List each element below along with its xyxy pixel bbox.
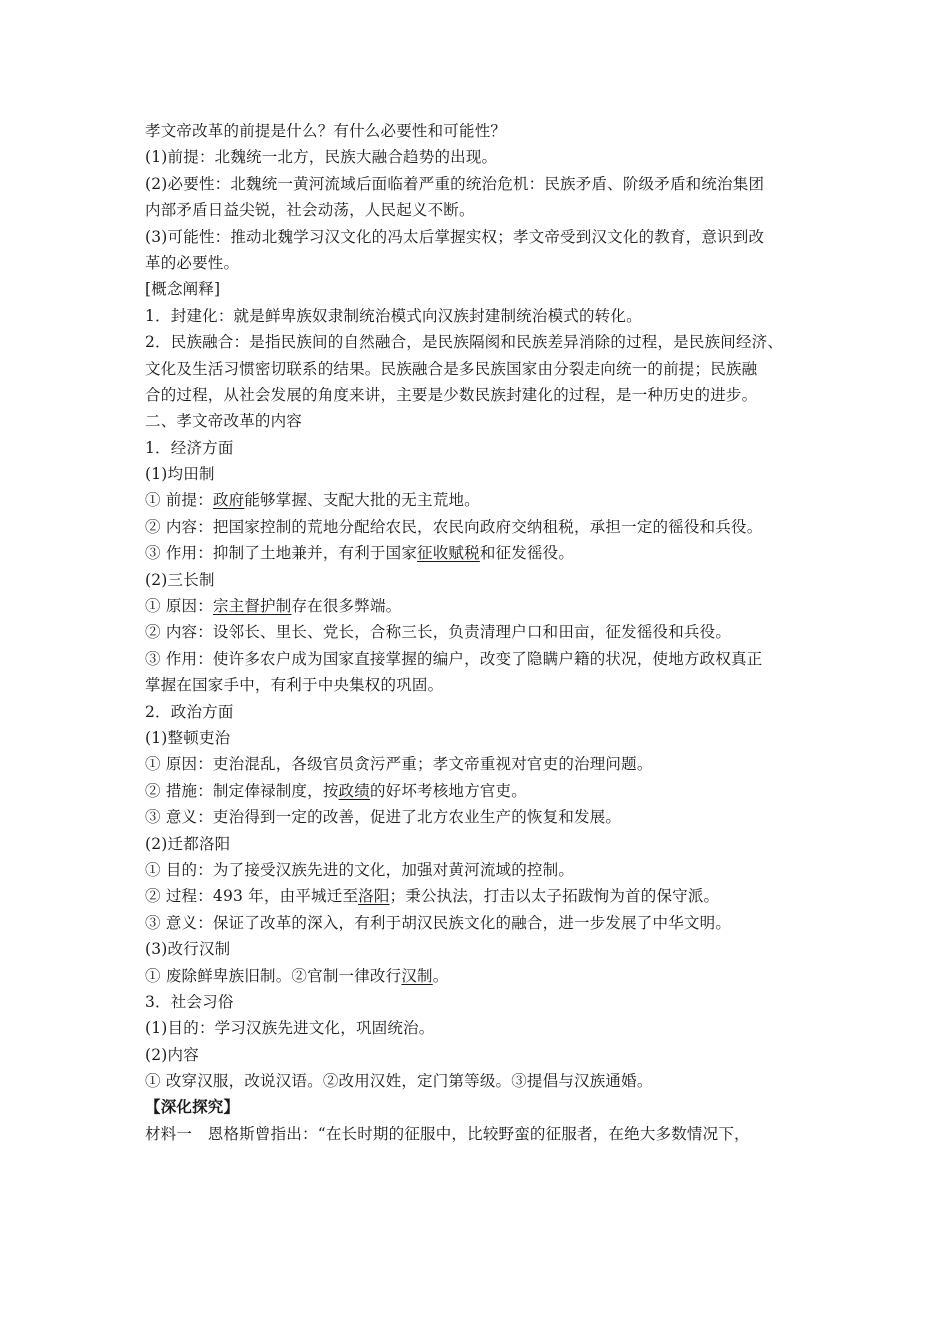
text-segment: ② 内容：把国家控制的荒地分配给农民，农民向政府交纳租税，承担一定的徭役和兵役。 — [145, 517, 763, 536]
document-body — [145, 118, 805, 1147]
text-line — [145, 514, 805, 540]
text-line — [145, 751, 805, 777]
text-segment: ① 前提： — [145, 491, 213, 510]
text-segment: 二、孝文帝改革的内容 — [145, 412, 303, 431]
text-segment: (2)必要性：北魏统一黄河流域后面临着严重的统治危机：民族矛盾、阶级矛盾和统治集团 — [145, 174, 765, 193]
text-segment: (2)内容 — [145, 1045, 199, 1064]
text-segment: 3．社会习俗 — [145, 992, 234, 1011]
text-line — [145, 435, 805, 461]
text-line — [145, 197, 805, 223]
text-line — [145, 910, 805, 936]
text-segment: ；秉公执法，打击以太子拓跋恂为首的保守派。 — [389, 887, 720, 906]
text-segment: 材料一 恩格斯曾指出：“在长时期的征服中，比较野蛮的征服者，在绝大多数情况下， — [145, 1124, 750, 1143]
text-segment: (1)目的：学习汉族先进文化，巩固统治。 — [145, 1019, 435, 1038]
text-segment: (3)可能性：推动北魏学习汉文化的冯太后掌握实权；孝文帝受到汉文化的教育，意识到改 — [145, 227, 765, 246]
text-line — [145, 224, 805, 250]
text-segment: 革的必要性。 — [145, 253, 240, 272]
text-segment: 存在很多弊端。 — [291, 597, 402, 616]
text-segment: ③ 意义：吏治得到一定的改善，促进了北方农业生产的恢复和发展。 — [145, 808, 622, 827]
text-line — [145, 619, 805, 645]
text-segment: 孝文帝改革的前提是什么？有什么必要性和可能性？ — [145, 122, 507, 140]
text-line — [145, 329, 805, 355]
text-line — [145, 646, 805, 672]
underlined-term: 政绩 — [338, 781, 370, 800]
text-line — [145, 303, 805, 329]
text-segment: ③ 作用：抑制了土地兼并，有利于国家 — [145, 544, 418, 563]
text-line — [145, 487, 805, 513]
text-segment: 2．政治方面 — [145, 702, 234, 721]
text-line — [145, 963, 805, 989]
text-segment: 掌握在国家手中，有利于中央集权的巩固。 — [145, 676, 444, 695]
text-segment: 。 — [432, 966, 449, 985]
text-segment: ① 目的：为了接受汉族先进的文化，加强对黄河流域的控制。 — [145, 860, 575, 879]
underlined-term: 宗主督护制 — [212, 597, 292, 616]
text-line — [145, 171, 805, 197]
text-line — [145, 144, 805, 170]
text-line — [145, 461, 805, 487]
text-segment: 文化及生活习惯密切联系的结果。民族融合是多民族国家由分裂走向统一的前提；民族融 — [145, 359, 758, 378]
text-segment: ① 改穿汉服，改说汉语。②改用汉姓，定门第等级。③提倡与汉族通婚。 — [145, 1072, 653, 1091]
text-segment: 1．封建化：就是鲜卑族奴隶制统治模式向汉族封建制统治模式的转化。 — [145, 306, 642, 325]
text-segment: 1．经济方面 — [145, 438, 234, 457]
underlined-term: 洛阳 — [358, 887, 390, 906]
text-line — [145, 1042, 805, 1068]
text-segment: (1)前提：北魏统一北方，民族大融合趋势的出现。 — [145, 148, 498, 167]
text-segment: (2)三长制 — [145, 570, 215, 589]
text-line — [145, 250, 805, 276]
underlined-term: 政府 — [212, 491, 245, 510]
text-line — [145, 1015, 805, 1041]
text-line — [145, 1121, 805, 1147]
text-segment: ① 原因： — [145, 597, 213, 616]
text-segment: ② 过程：493 年，由平城迁至 — [145, 887, 359, 906]
underlined-term: 征收赋税 — [417, 544, 480, 563]
text-line — [145, 804, 805, 830]
text-segment: 【深化探究】 — [145, 1097, 240, 1117]
text-segment: 能够掌握、支配大批的无主荒地。 — [244, 491, 480, 510]
text-line — [145, 1094, 805, 1120]
text-line — [145, 778, 805, 804]
text-segment: 的好坏考核地方官吏。 — [369, 781, 527, 800]
text-segment: ② 内容：设邻长、里长、党长，合称三长，负责清理户口和田亩，征发徭役和兵役。 — [145, 623, 732, 642]
text-line — [145, 883, 805, 909]
text-segment: 和征发徭役。 — [479, 544, 575, 563]
text-line — [145, 831, 805, 857]
text-segment: 2．民族融合：是指民族间的自然融合，是民族隔阂和民族差异消除的过程，是民族间经济、 — [145, 333, 784, 352]
text-segment: ② 措施：制定俸禄制度，按 — [145, 781, 339, 800]
text-line — [145, 540, 805, 566]
underlined-term: 汉制 — [401, 966, 433, 985]
text-line — [145, 356, 805, 382]
text-segment: ① 原因：吏治混乱，各级官员贪污严重；孝文帝重视对官吏的治理问题。 — [145, 755, 653, 774]
text-segment: ③ 作用：使许多农户成为国家直接掌握的编户，改变了隐瞒户籍的状况，使地方政权真正 — [145, 649, 763, 668]
text-segment: (3)改行汉制 — [145, 940, 231, 959]
text-line — [145, 567, 805, 593]
text-line — [145, 118, 805, 144]
text-segment: ③ 意义：保证了改革的深入，有利于胡汉民族文化的融合，进一步发展了中华文明。 — [145, 913, 732, 932]
text-line — [145, 276, 805, 302]
text-segment: 内部矛盾日益尖锐，社会动荡，人民起义不断。 — [145, 201, 475, 220]
text-line — [145, 593, 805, 619]
text-segment: (1)均田制 — [145, 465, 215, 484]
text-line — [145, 857, 805, 883]
text-segment: (2)迁都洛阳 — [145, 834, 231, 853]
text-segment: ① 废除鲜卑族旧制。②官制一律改行 — [145, 966, 402, 985]
text-segment: [概念阐释] — [145, 280, 221, 299]
text-line — [145, 382, 805, 408]
text-segment: 合的过程，从社会发展的角度来讲，主要是少数民族封建化的过程，是一种历史的进步。 — [145, 385, 758, 404]
text-line — [145, 672, 805, 698]
text-line — [145, 989, 805, 1015]
text-line — [145, 699, 805, 725]
text-line — [145, 408, 805, 434]
text-line — [145, 1068, 805, 1094]
text-line — [145, 725, 805, 751]
text-segment: (1)整顿吏治 — [145, 728, 231, 747]
text-line — [145, 936, 805, 962]
